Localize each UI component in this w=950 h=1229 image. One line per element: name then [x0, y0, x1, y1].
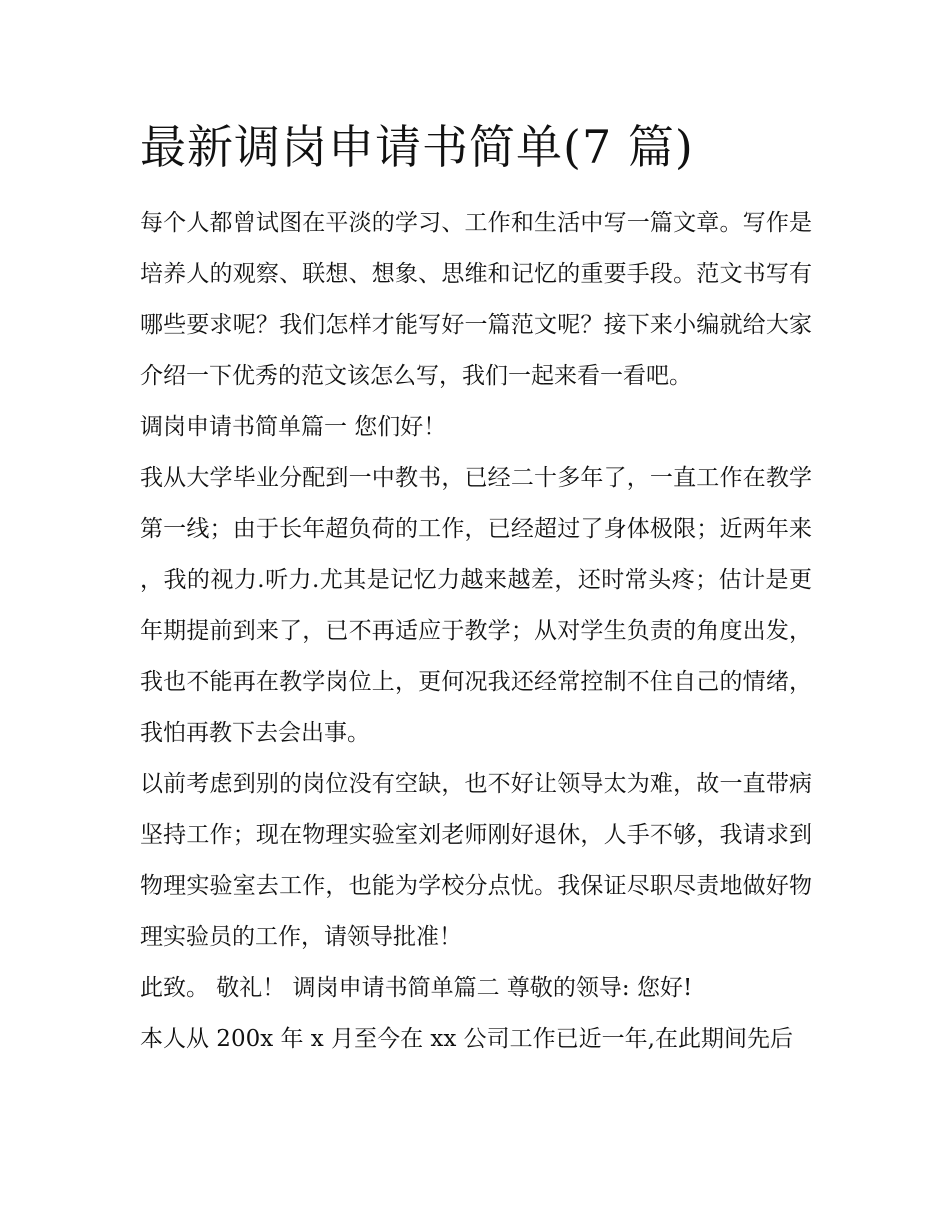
paragraph-closing: 此致。 敬礼！ 调岗申请书简单篇二 尊敬的领导: 您好!	[140, 975, 693, 1001]
document-title: 最新调岗申请书简单(7 篇)	[140, 120, 694, 174]
paragraph-request: 以前考虑到别的岗位没有空缺，也不好让领导太为难，故一直带病坚持工作；现在物理实验室刘老师刚好退休，人手不够，我请求到物理实验室去工作，也能为学校分点忧。我保证尽职尽责地做好物理实验员的工作，请领导批准！	[140, 771, 812, 950]
paragraph-reason: 我从大学毕业分配到一中教书，已经二十多年了，一直工作在教学第一线；由于长年超负荷的工作，已经超过了身体极限；近两年来，我的视力.听力.尤其是记忆力越来越差，还时常头疼；估计是更年期提前到来了，已不再适应于教学；从对学生负责的角度出发，我也不能再在教学岗位上，更何况我还经常控制不住自己的情绪，我怕再教下去会出事。	[140, 465, 812, 746]
paragraph-section-two-start: 本人从 200x 年 x 月至今在 xx 公司工作已近一年,在此期间先后	[140, 1026, 793, 1052]
paragraph-intro: 每个人都曾试图在平淡的学习、工作和生活中写一篇文章。写作是培养人的观察、联想、想象、思维和记忆的重要手段。范文书写有哪些要求呢？我们怎样才能写好一篇范文呢？接下来小编就给大家介绍一下优秀的范文该怎么写，我们一起来看一看吧。	[140, 210, 812, 389]
document-body	[140, 198, 812, 1065]
paragraph-section-one-heading: 调岗申请书简单篇一 您们好！	[140, 414, 447, 440]
